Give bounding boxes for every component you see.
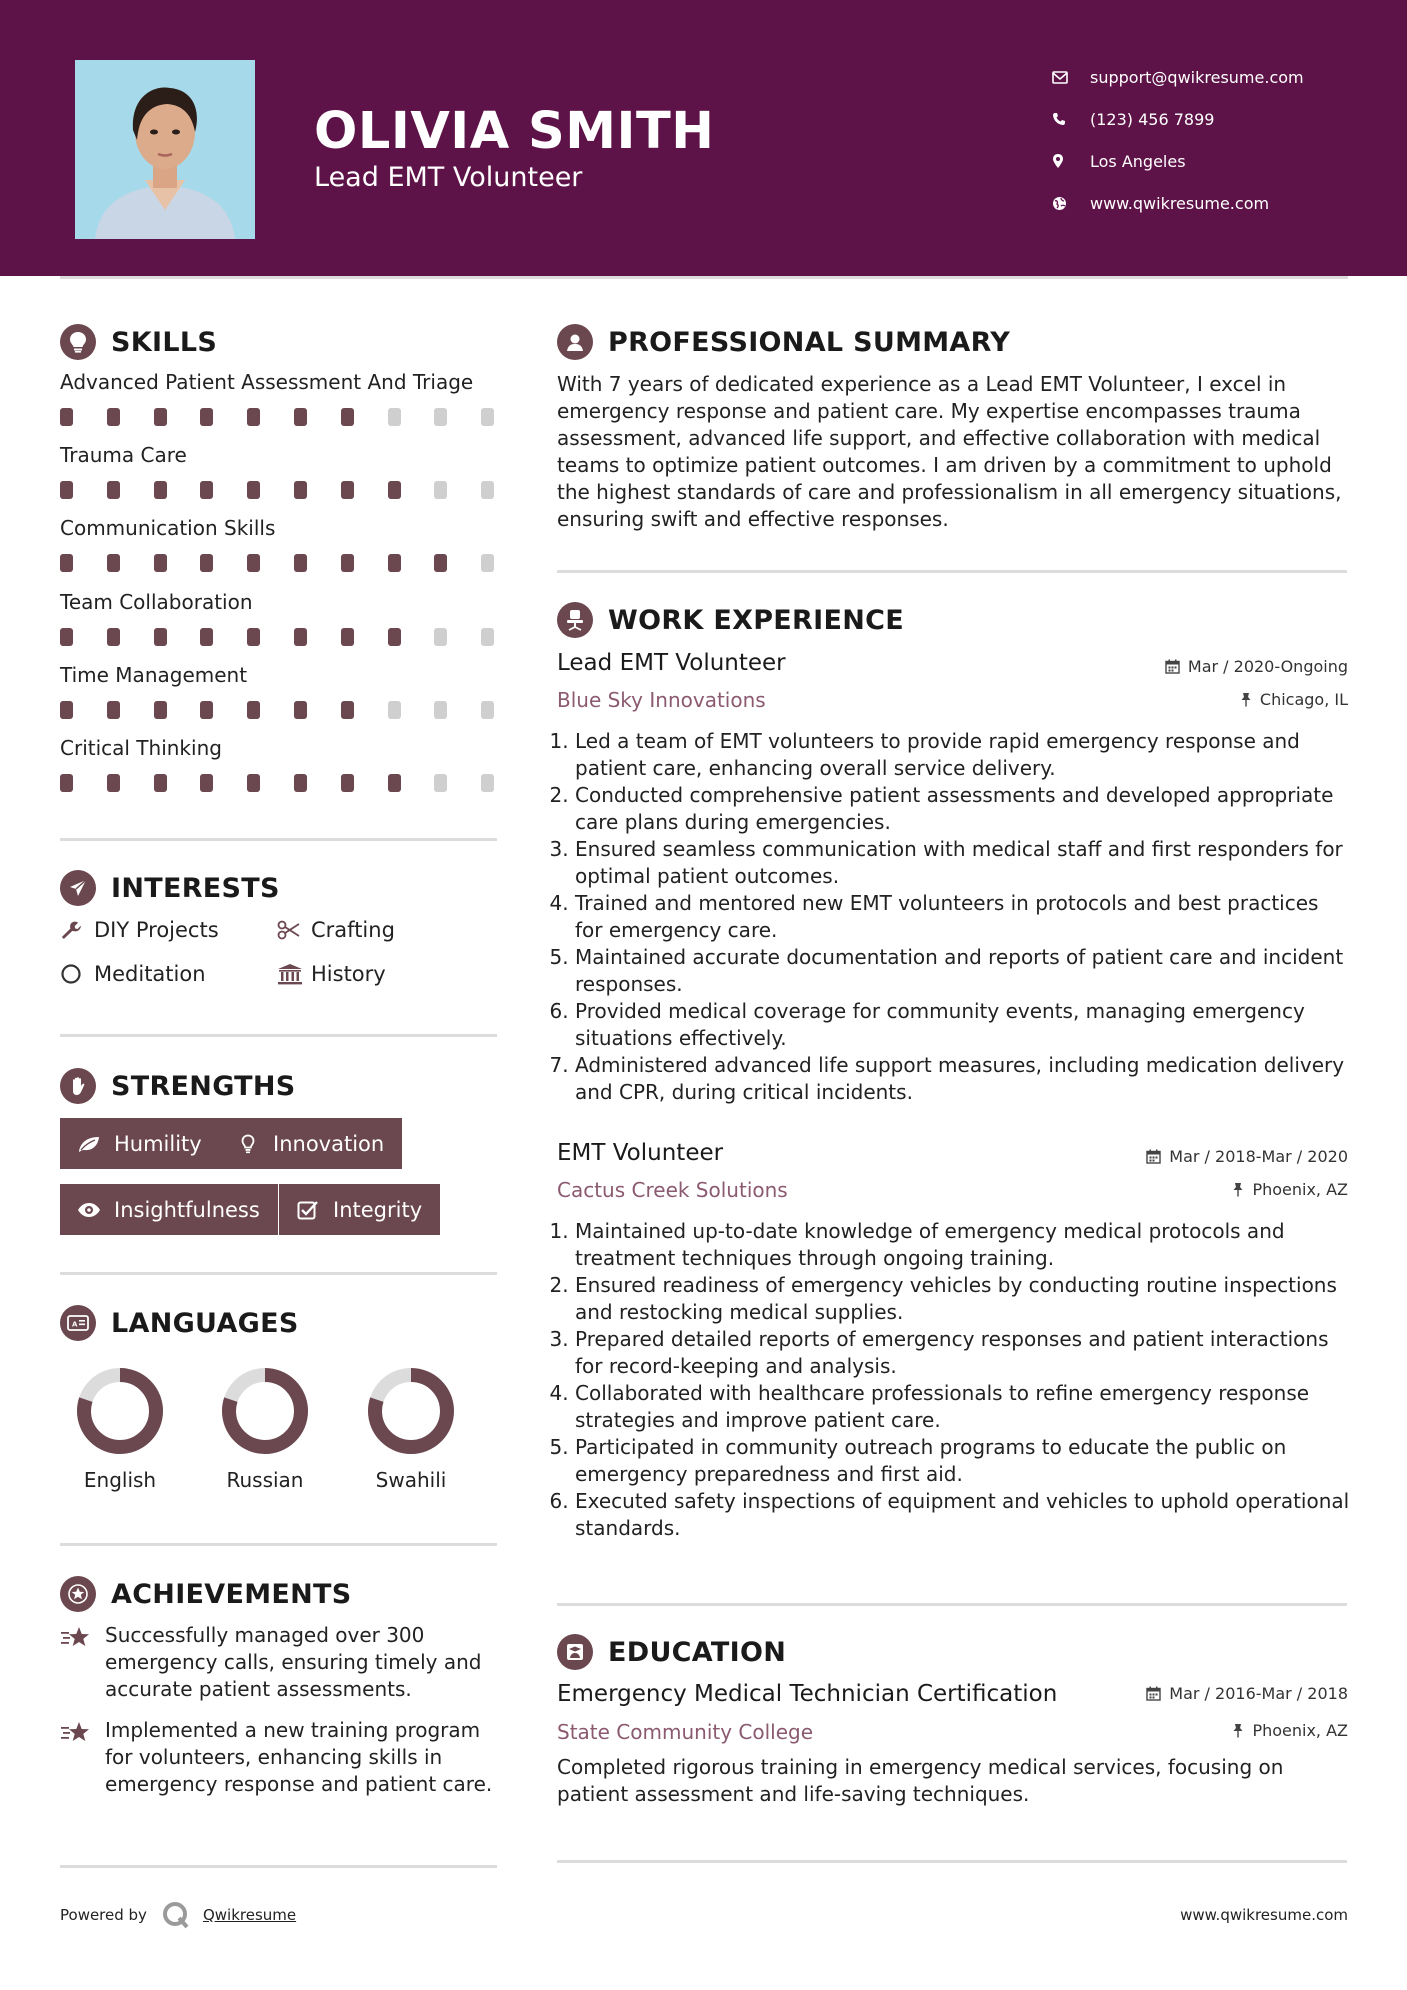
rating-dot-filled — [341, 774, 354, 792]
section-divider — [60, 1034, 497, 1037]
skill-item — [60, 370, 500, 398]
star-icon — [60, 1717, 105, 1798]
interests-title: INTERESTS — [111, 872, 280, 904]
skill-rating — [60, 628, 500, 646]
rating-dot-filled — [341, 554, 354, 572]
star-icon — [60, 1622, 105, 1703]
interest-label: Meditation — [94, 962, 206, 986]
rating-dot-filled — [200, 774, 213, 792]
rating-dot-filled — [294, 554, 307, 572]
rating-dot-filled — [341, 408, 354, 426]
rating-dot-empty — [481, 701, 494, 719]
achievement-text: Successfully managed over 300 emergency calls, ensuring timely and accurate patient assessments. — [105, 1623, 482, 1701]
duty-item: 3. Ensured seamless communication with medical staff and first responders for optimal patient outcomes. — [575, 836, 1352, 890]
interest-label: DIY Projects — [94, 918, 219, 942]
skill-item — [60, 736, 500, 764]
education-location-text: Phoenix, AZ — [1252, 1721, 1348, 1740]
museum-icon — [277, 963, 311, 985]
qwikresume-logo-icon — [161, 1900, 191, 1930]
education-degree: Emergency Medical Technician Certification — [557, 1681, 1058, 1707]
rating-dot-filled — [107, 408, 120, 426]
phone-icon — [1052, 112, 1090, 126]
job-duties — [557, 728, 1352, 1106]
rating-dot-filled — [247, 701, 260, 719]
job-dates-text: Mar / 2018-Mar / 2020 — [1169, 1147, 1348, 1166]
language-item — [341, 1366, 481, 1492]
job-location-text: Chicago, IL — [1259, 690, 1348, 709]
job-location-text: Phoenix, AZ — [1252, 1180, 1348, 1199]
rating-dot-empty — [481, 554, 494, 572]
skill-name: Time Management — [60, 663, 248, 687]
calendar-icon — [1146, 1149, 1161, 1164]
interest-item — [277, 962, 386, 986]
duty-item: 3. Prepared detailed reports of emergency responses and patient interactions for record-keeping and analysis. — [575, 1326, 1352, 1380]
education-school: State Community College — [557, 1720, 814, 1744]
summary-heading — [557, 322, 1010, 362]
rating-dot-filled — [200, 628, 213, 646]
rating-dot-empty — [434, 701, 447, 719]
achievements-heading — [60, 1574, 352, 1614]
office-chair-icon — [557, 602, 593, 638]
strength-badge — [219, 1118, 402, 1169]
interests-heading — [60, 868, 280, 908]
rating-dot-empty — [481, 774, 494, 792]
contact-location-text: Los Angeles — [1090, 151, 1186, 171]
duty-item: 7. Administered advanced life support measures, including medication delivery and CPR, during critical incidents. — [575, 1052, 1352, 1106]
header-divider — [60, 276, 1348, 279]
globe-icon — [1052, 196, 1090, 211]
skill-item — [60, 516, 500, 544]
contact-email-text: support@qwikresume.com — [1090, 67, 1304, 87]
qwikresume-link[interactable]: Qwikresume — [202, 1906, 297, 1924]
skill-rating — [60, 554, 500, 572]
job-title: Lead EMT Volunteer — [557, 650, 786, 676]
job-dates-text: Mar / 2020-Ongoing — [1187, 657, 1348, 676]
pushpin-icon — [1232, 1182, 1244, 1197]
rating-dot-filled — [154, 774, 167, 792]
skill-item — [60, 663, 500, 691]
scissors-icon — [277, 920, 311, 940]
rating-dot-filled — [200, 408, 213, 426]
rating-dot-filled — [60, 701, 73, 719]
section-divider — [60, 838, 497, 841]
section-divider — [557, 1603, 1347, 1606]
candidate-role: Lead EMT Volunteer — [314, 162, 583, 193]
languages-heading — [60, 1303, 299, 1343]
interest-item — [60, 962, 206, 986]
duty-item: 2. Ensured readiness of emergency vehicles by conducting routine inspections and restocking medical supplies. — [575, 1272, 1352, 1326]
experience-title: WORK EXPERIENCE — [608, 604, 904, 636]
rating-dot-filled — [294, 481, 307, 499]
contact-location — [1052, 140, 1304, 182]
rating-dot-filled — [60, 554, 73, 572]
rating-dot-empty — [434, 481, 447, 499]
rating-dot-filled — [154, 628, 167, 646]
rating-dot-empty — [388, 408, 401, 426]
skill-item — [60, 590, 500, 618]
interest-item — [60, 918, 219, 942]
rating-dot-filled — [434, 554, 447, 572]
lightbulb-icon — [60, 324, 96, 360]
skill-rating — [60, 774, 500, 792]
rating-dot-filled — [107, 481, 120, 499]
calendar-icon — [1146, 1686, 1161, 1701]
strengths-heading — [60, 1066, 296, 1106]
education-location — [1232, 1721, 1348, 1740]
rating-dot-filled — [341, 628, 354, 646]
rating-dot-filled — [388, 481, 401, 499]
strength-badge — [279, 1184, 440, 1235]
rating-dot-filled — [107, 554, 120, 572]
footer-powered-by — [60, 1900, 296, 1930]
rating-dot-empty — [388, 701, 401, 719]
duty-item: 1. Led a team of EMT volunteers to provide rapid emergency response and patient care, enhancing overall service delivery. — [575, 728, 1352, 782]
strength-label: Integrity — [333, 1197, 423, 1222]
duty-item: 1. Maintained up-to-date knowledge of emergency medical protocols and treatment techniques through ongoing training. — [575, 1218, 1352, 1272]
contact-phone — [1052, 98, 1304, 140]
svg-text:A: A — [72, 1320, 78, 1329]
language-item — [195, 1366, 335, 1492]
achievement-item — [60, 1717, 500, 1798]
footer-website[interactable]: www.qwikresume.com — [1180, 1906, 1348, 1924]
rating-dot-filled — [388, 628, 401, 646]
candidate-name: OLIVIA SMITH — [314, 102, 715, 161]
skills-title: SKILLS — [111, 326, 218, 358]
job-location — [1232, 1180, 1348, 1199]
hand-icon — [60, 1068, 96, 1104]
rating-dot-filled — [107, 628, 120, 646]
strength-badge — [60, 1184, 278, 1235]
summary-text: With 7 years of dedicated experience as a Lead EMT Volunteer, I excel in emergency response and patient care. My expertise encompasses trauma assessment, advanced life support, and effective collaboration with medical teams to optimize patient outcomes. I am driven by a commitment to uphold the highest standards of care and professionalism in all emergency situations, ensuring swift and effective responses. — [557, 372, 1342, 531]
rating-dot-filled — [294, 701, 307, 719]
contact-list — [1052, 56, 1304, 224]
skill-name: Team Collaboration — [60, 590, 253, 614]
rating-dot-filled — [341, 701, 354, 719]
star-badge-icon — [60, 1576, 96, 1612]
education-title: EDUCATION — [608, 1636, 787, 1668]
language-name: English — [83, 1468, 157, 1492]
strength-label: Insightfulness — [114, 1197, 260, 1222]
rating-dot-empty — [481, 408, 494, 426]
rating-dot-filled — [247, 408, 260, 426]
job-company: Blue Sky Innovations — [557, 688, 766, 712]
leaf-icon — [72, 1135, 106, 1153]
skills-heading — [60, 322, 217, 362]
education-dates — [1146, 1684, 1348, 1703]
skill-rating — [60, 408, 500, 426]
skill-item — [60, 443, 500, 471]
interest-label: History — [311, 962, 386, 986]
job-duties — [557, 1218, 1352, 1542]
education-heading — [557, 1632, 786, 1672]
section-divider — [60, 1865, 497, 1868]
contact-email[interactable] — [1052, 56, 1304, 98]
contact-website-text: www.qwikresume.com — [1090, 193, 1270, 213]
rating-dot-filled — [388, 554, 401, 572]
rating-dot-filled — [154, 481, 167, 499]
rating-dot-filled — [247, 554, 260, 572]
rating-dot-empty — [481, 628, 494, 646]
duty-item: 6. Provided medical coverage for community events, managing emergency situations effectively. — [575, 998, 1352, 1052]
skill-name: Trauma Care — [60, 443, 187, 467]
profile-photo — [75, 60, 255, 239]
language-name: Swahili — [375, 1468, 447, 1492]
summary-title: PROFESSIONAL SUMMARY — [608, 326, 1011, 358]
duty-item: 5. Maintained accurate documentation and reports of patient care and incident responses. — [575, 944, 1352, 998]
pushpin-icon — [1240, 692, 1252, 707]
language-donut — [220, 1366, 310, 1456]
rating-dot-filled — [60, 774, 73, 792]
rating-dot-filled — [154, 408, 167, 426]
interest-item — [277, 918, 395, 942]
resume-header — [0, 0, 1407, 276]
rating-dot-filled — [294, 628, 307, 646]
graduate-icon — [557, 1634, 593, 1670]
achievement-item — [60, 1622, 500, 1703]
checkbox-icon — [291, 1200, 325, 1220]
contact-website[interactable] — [1052, 182, 1304, 224]
skill-name: Critical Thinking — [60, 736, 222, 760]
rating-dot-filled — [247, 774, 260, 792]
experience-heading — [557, 600, 904, 640]
pushpin-icon — [1232, 1723, 1244, 1738]
interest-label: Crafting — [311, 918, 395, 942]
circle-icon — [60, 963, 94, 985]
rating-dot-filled — [154, 701, 167, 719]
rating-dot-filled — [107, 774, 120, 792]
rating-dot-filled — [60, 481, 73, 499]
duty-item: 4. Collaborated with healthcare professionals to refine emergency response strategies and improve patient care. — [575, 1380, 1352, 1434]
eye-icon — [72, 1202, 106, 1218]
rating-dot-filled — [60, 628, 73, 646]
achievement-text: Implemented a new training program for volunteers, enhancing skills in emergency response and patient care. — [105, 1718, 493, 1796]
section-divider — [557, 570, 1347, 573]
section-divider — [60, 1272, 497, 1275]
user-icon — [557, 324, 593, 360]
calendar-icon — [1165, 659, 1180, 674]
job-location — [1240, 690, 1348, 709]
strength-label: Humility — [114, 1131, 202, 1156]
rating-dot-empty — [434, 408, 447, 426]
skill-name: Communication Skills — [60, 516, 276, 540]
job-title: EMT Volunteer — [557, 1140, 724, 1166]
rating-dot-empty — [434, 774, 447, 792]
rating-dot-filled — [60, 408, 73, 426]
rating-dot-empty — [481, 481, 494, 499]
job-company: Cactus Creek Solutions — [557, 1178, 788, 1202]
rating-dot-filled — [200, 554, 213, 572]
rating-dot-filled — [388, 774, 401, 792]
skill-rating — [60, 481, 500, 499]
duty-item: 6. Executed safety inspections of equipment and vehicles to uphold operational standards. — [575, 1488, 1352, 1542]
job-dates — [1146, 1147, 1348, 1166]
paper-plane-icon — [60, 870, 96, 906]
education-dates-text: Mar / 2016-Mar / 2018 — [1169, 1684, 1348, 1703]
rating-dot-filled — [294, 408, 307, 426]
section-divider — [60, 1543, 497, 1546]
rating-dot-filled — [341, 481, 354, 499]
language-donut — [366, 1366, 456, 1456]
strengths-title: STRENGTHS — [111, 1070, 296, 1102]
languages-title: LANGUAGES — [111, 1307, 299, 1339]
contact-phone-text: (123) 456 7899 — [1090, 109, 1215, 129]
section-divider — [557, 1860, 1347, 1863]
wrench-icon — [60, 919, 94, 941]
skill-rating — [60, 701, 500, 719]
rating-dot-filled — [107, 701, 120, 719]
language-item — [50, 1366, 190, 1492]
rating-dot-filled — [200, 481, 213, 499]
strength-label: Innovation — [273, 1131, 385, 1156]
envelope-icon — [1052, 71, 1090, 84]
rating-dot-filled — [247, 481, 260, 499]
lightbulb-icon — [231, 1134, 265, 1154]
skill-name: Advanced Patient Assessment And Triage — [60, 370, 474, 394]
rating-dot-filled — [294, 774, 307, 792]
achievements-title: ACHIEVEMENTS — [111, 1578, 352, 1610]
map-pin-icon — [1052, 153, 1090, 169]
job-dates — [1165, 657, 1348, 676]
rating-dot-filled — [154, 554, 167, 572]
rating-dot-filled — [247, 628, 260, 646]
language-donut — [75, 1366, 165, 1456]
powered-by-label: Powered by — [60, 1906, 147, 1924]
id-card-icon — [60, 1305, 96, 1341]
education-description: Completed rigorous training in emergency medical services, focusing on patient assessment and life-saving techniques. — [557, 1755, 1284, 1806]
rating-dot-empty — [434, 628, 447, 646]
rating-dot-filled — [200, 701, 213, 719]
language-name: Russian — [226, 1468, 304, 1492]
duty-item: 4. Trained and mentored new EMT volunteers in protocols and best practices for emergency care. — [575, 890, 1352, 944]
strength-badge — [60, 1118, 220, 1169]
duty-item: 2. Conducted comprehensive patient assessments and developed appropriate care plans during emergencies. — [575, 782, 1352, 836]
duty-item: 5. Participated in community outreach programs to educate the public on emergency preparedness and first aid. — [575, 1434, 1352, 1488]
